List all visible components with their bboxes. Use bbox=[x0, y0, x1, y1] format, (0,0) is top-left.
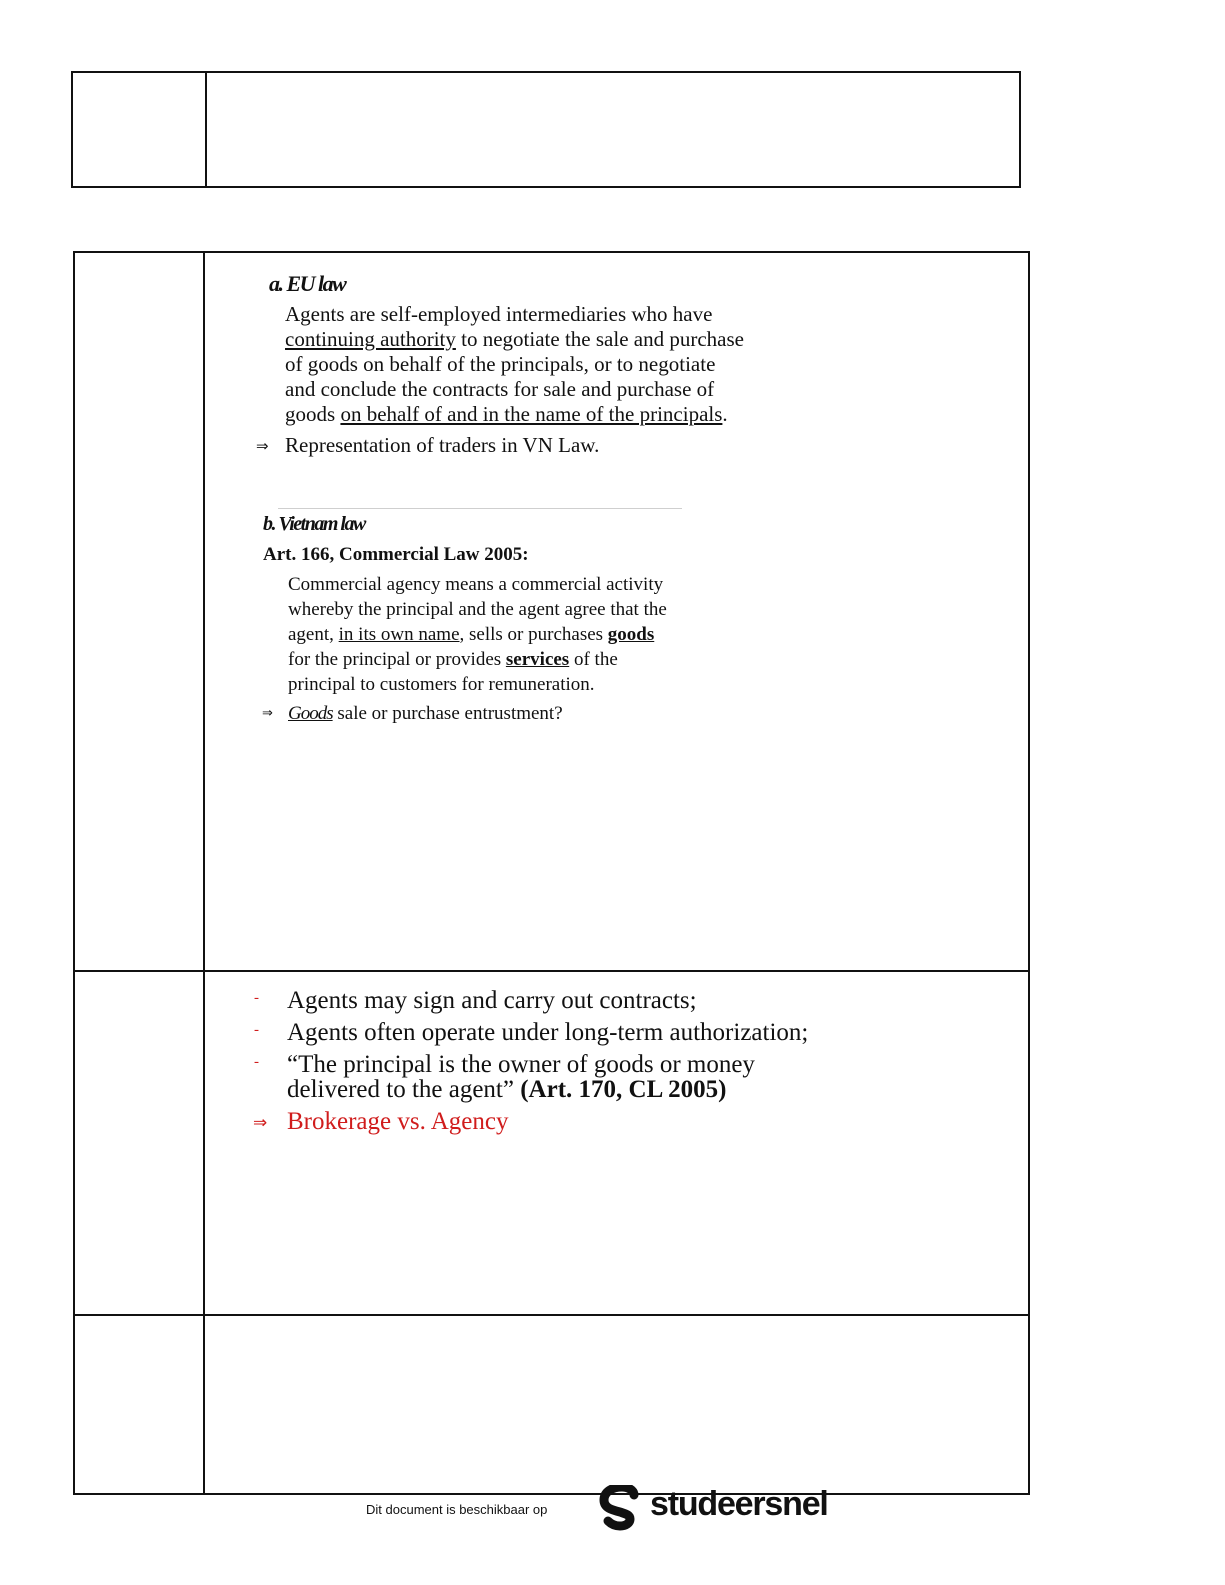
eu-definition-line-1 bbox=[285, 302, 712, 327]
vn-question bbox=[288, 703, 563, 725]
vn-definition-line-5 bbox=[288, 674, 595, 696]
vietnam-law-heading: b. Vietnam law bbox=[263, 513, 365, 535]
vn-line-1-text: Commercial agency means a commercial activity bbox=[288, 574, 664, 595]
bullet-marker-3: - bbox=[254, 1054, 259, 1070]
main-table-divider bbox=[203, 253, 205, 1493]
row-divider-1 bbox=[75, 970, 1028, 972]
goods-emphasis: Goods bbox=[288, 703, 333, 724]
vn-definition-line-4 bbox=[288, 649, 618, 671]
top-table bbox=[71, 71, 1021, 188]
feature-item-3-continuation bbox=[287, 1076, 726, 1104]
article-166-label: Art. 166, Commercial Law 2005: bbox=[263, 544, 529, 565]
in-its-own-name-term: in its own name bbox=[338, 624, 460, 645]
vn-question-rest: sale or purchase entrustment? bbox=[332, 703, 563, 724]
article-170-reference: (Art. 170, CL 2005) bbox=[520, 1076, 727, 1103]
vn-definition-line-3 bbox=[288, 624, 654, 646]
brokerage-vs-agency: Brokerage vs. Agency bbox=[287, 1108, 509, 1135]
eu-definition-line-4 bbox=[285, 377, 714, 402]
vn-line-4-rest: of the bbox=[569, 649, 618, 670]
eu-law-heading: a. EU law bbox=[269, 271, 346, 296]
vn-line-3-mid: , sells or purchases bbox=[459, 624, 608, 645]
eu-line-3-text: of goods on behalf of the principals, or to negotiate bbox=[285, 352, 716, 376]
bullet-marker-2: - bbox=[254, 1022, 259, 1038]
on-behalf-term: on behalf of and in the name of the principals bbox=[340, 402, 723, 426]
eu-line-1-text: Agents are self-employed intermediaries who have bbox=[285, 302, 713, 326]
eu-line-5-pre: goods bbox=[285, 402, 341, 426]
top-table-divider bbox=[205, 73, 207, 186]
features-arrow-icon: ⇒ bbox=[253, 1113, 268, 1133]
services-term: services bbox=[505, 649, 570, 670]
section-separator bbox=[278, 508, 682, 509]
eu-definition-line-3 bbox=[285, 352, 715, 377]
eu-line-5-rest: . bbox=[722, 402, 728, 426]
feature-item-1: Agents may sign and carry out contracts; bbox=[287, 987, 697, 1014]
studeersnel-brand: studeersnel bbox=[650, 1485, 828, 1523]
vn-definition-line-1 bbox=[288, 574, 663, 596]
vn-line-5-text: principal to customers for remuneration. bbox=[288, 674, 595, 695]
bullet-marker-1: - bbox=[254, 990, 259, 1006]
eu-definition-line-2 bbox=[285, 327, 744, 352]
feature-item-2: Agents often operate under long-term authorization; bbox=[287, 1019, 809, 1046]
eu-line-4-text: and conclude the contracts for sale and purchase of bbox=[285, 377, 715, 401]
goods-term: goods bbox=[607, 624, 655, 645]
vn-line-3-pre: agent, bbox=[288, 624, 339, 645]
eu-definition-line-5 bbox=[285, 402, 728, 427]
studeersnel-logo-icon bbox=[598, 1485, 646, 1533]
vn-line-4-pre: for the principal or provides bbox=[288, 649, 506, 670]
eu-arrow-icon: ⇒ bbox=[256, 437, 269, 455]
row-divider-2 bbox=[75, 1314, 1028, 1316]
vn-definition-line-2 bbox=[288, 599, 667, 621]
continuing-authority-term: continuing authority bbox=[285, 327, 456, 351]
footer-availability-text: Dit document is beschikbaar op bbox=[366, 1502, 548, 1517]
vn-line-2-text: whereby the principal and the agent agree that the bbox=[288, 599, 667, 620]
vn-arrow-icon: ⇒ bbox=[262, 706, 273, 721]
eu-line-2-rest: to negotiate the sale and purchase bbox=[455, 327, 744, 351]
feature-item-3-cont-text: delivered to the agent” bbox=[287, 1076, 521, 1103]
eu-conclusion: Representation of traders in VN Law. bbox=[285, 433, 600, 457]
feature-item-3: “The principal is the owner of goods or money bbox=[287, 1051, 755, 1078]
